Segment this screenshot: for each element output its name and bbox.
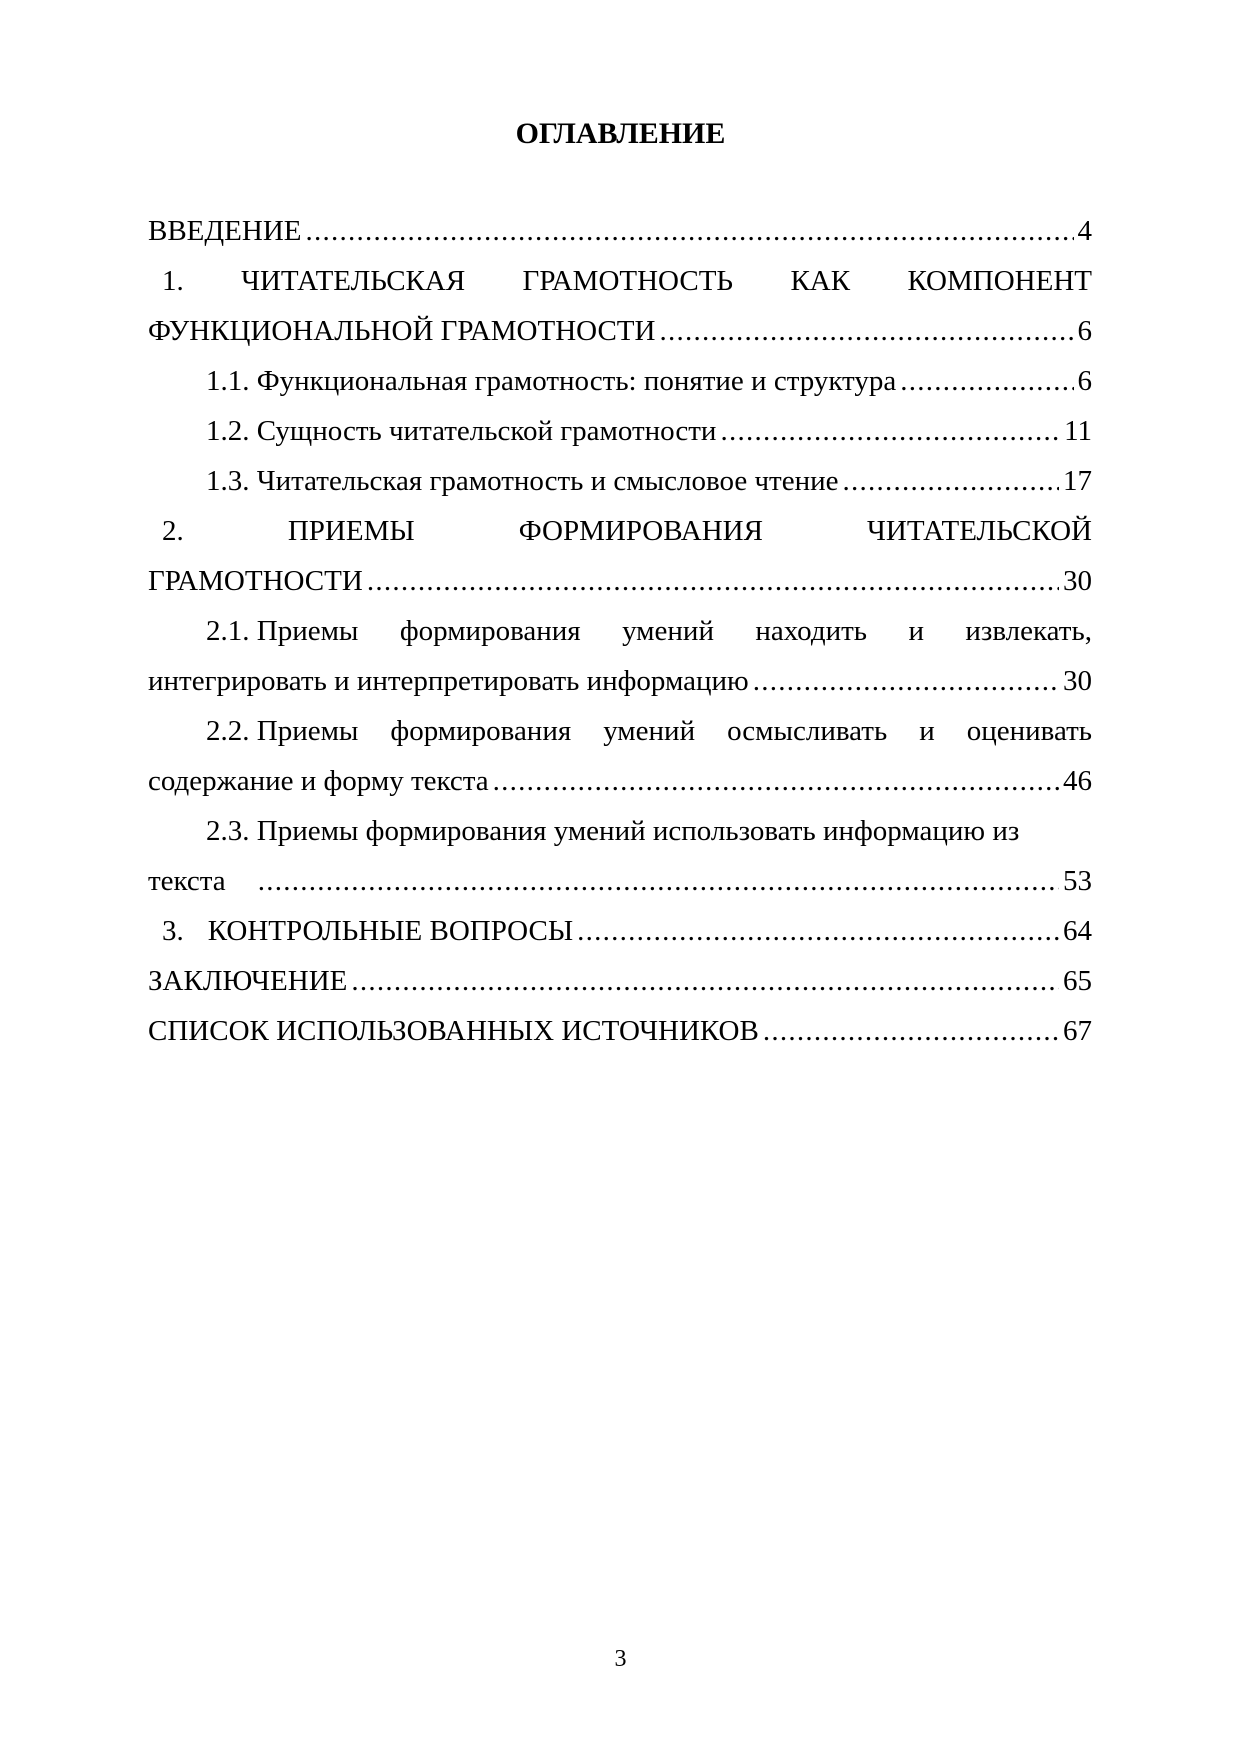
toc-entry-label: интегрировать и интерпретировать информацию [148,665,749,697]
dot-leader [577,906,1059,956]
toc-word: КАК [790,265,851,297]
toc-entry-chapter-2[interactable] [148,506,1092,606]
toc-chapter-number: 1. [162,265,184,297]
toc-entry-label: ВВЕДЕНИЕ [148,215,302,247]
dot-leader [306,206,1074,256]
toc-word: умений [622,615,714,647]
dot-leader [659,306,1073,356]
toc-word: и [908,615,924,647]
toc-entry-label: 1.1. Функциональная грамотность: понятие и структура [206,365,897,397]
dot-leader [843,456,1060,506]
page-number: 3 [614,1646,627,1672]
toc-entry-chapter-1[interactable] [148,256,1092,356]
dot-leader [900,356,1073,406]
dot-leader [720,406,1060,456]
dot-leader [351,956,1059,1006]
toc-word: формирования [399,615,581,647]
toc-entry-label: 1.2. Сущность читательской грамотности [206,415,717,447]
dot-leader [258,856,1059,906]
toc-word: ЧИТАТЕЛЬСКАЯ [241,265,466,297]
dot-leader [753,656,1059,706]
toc-page-number: 65 [1063,965,1092,997]
toc-entry-section-2-1[interactable] [148,606,1092,706]
toc-entry-label: текста [148,865,226,897]
toc-word: ПРИЕМЫ [287,515,415,547]
dot-leader [763,1006,1059,1056]
toc-page-number: 30 [1063,565,1092,597]
toc-word: 2.1. Приемы [206,615,359,647]
toc-page-number: 30 [1063,665,1092,697]
toc-page-number: 11 [1064,415,1092,447]
toc-chapter-number: 2. [162,515,184,547]
toc-word: осмысливать [727,715,888,747]
toc-page-number: 67 [1063,1015,1092,1047]
toc-entry-label: 2.3. Приемы формирования умений использовать информацию из [206,815,1020,847]
toc-word: оценивать [966,715,1092,747]
dot-leader [367,556,1059,606]
toc-word: формирования [390,715,572,747]
toc-word: КОМПОНЕНТ [907,265,1092,297]
toc-entry-label: ГРАМОТНОСТИ [148,565,363,597]
toc-entry-section-1-1[interactable] [148,356,1092,406]
toc-page-number: 53 [1063,865,1092,897]
toc-word: ГРАМОТНОСТЬ [522,265,734,297]
toc-entry-chapter-3[interactable] [148,906,1092,956]
toc-word: находить [755,615,868,647]
toc-entry-section-2-3[interactable] [148,806,1092,906]
toc-entry-section-2-2[interactable] [148,706,1092,806]
dot-leader [493,756,1059,806]
toc-entry-label: СПИСОК ИСПОЛЬЗОВАННЫХ ИСТОЧНИКОВ [148,1015,759,1047]
toc-entry-label: 1.3. Читательская грамотность и смысловое чтение [206,465,839,497]
toc-entry-label: ФУНКЦИОНАЛЬНОЙ ГРАМОТНОСТИ [148,315,656,347]
toc-entry-references[interactable] [148,1006,1092,1056]
toc-entry-section-1-2[interactable] [148,406,1092,456]
table-of-contents [148,206,1092,1056]
toc-entry-intro[interactable] [148,206,1092,256]
toc-word: ФОРМИРОВАНИЯ [518,515,763,547]
toc-word: ЧИТАТЕЛЬСКОЙ [867,515,1092,547]
toc-page-number: 4 [1077,215,1092,247]
toc-word: 2.2. Приемы [206,715,359,747]
toc-entry-section-1-3[interactable] [148,456,1092,506]
toc-page-number: 6 [1077,315,1092,347]
toc-entry-label: содержание и форму текста [148,765,489,797]
toc-word: и [919,715,935,747]
toc-title: ОГЛАВЛЕНИЕ [515,117,726,150]
toc-word: извлекать, [965,615,1092,647]
toc-entry-label: ЗАКЛЮЧЕНИЕ [148,965,348,997]
toc-entry-conclusion[interactable] [148,956,1092,1006]
toc-word: умений [603,715,696,747]
toc-page-number: 6 [1077,365,1092,397]
toc-page-number: 64 [1063,915,1092,947]
toc-entry-label: КОНТРОЛЬНЫЕ ВОПРОСЫ [207,915,574,947]
toc-page-number: 17 [1063,465,1092,497]
toc-page-number: 46 [1063,765,1092,797]
toc-chapter-number: 3. [162,915,184,947]
